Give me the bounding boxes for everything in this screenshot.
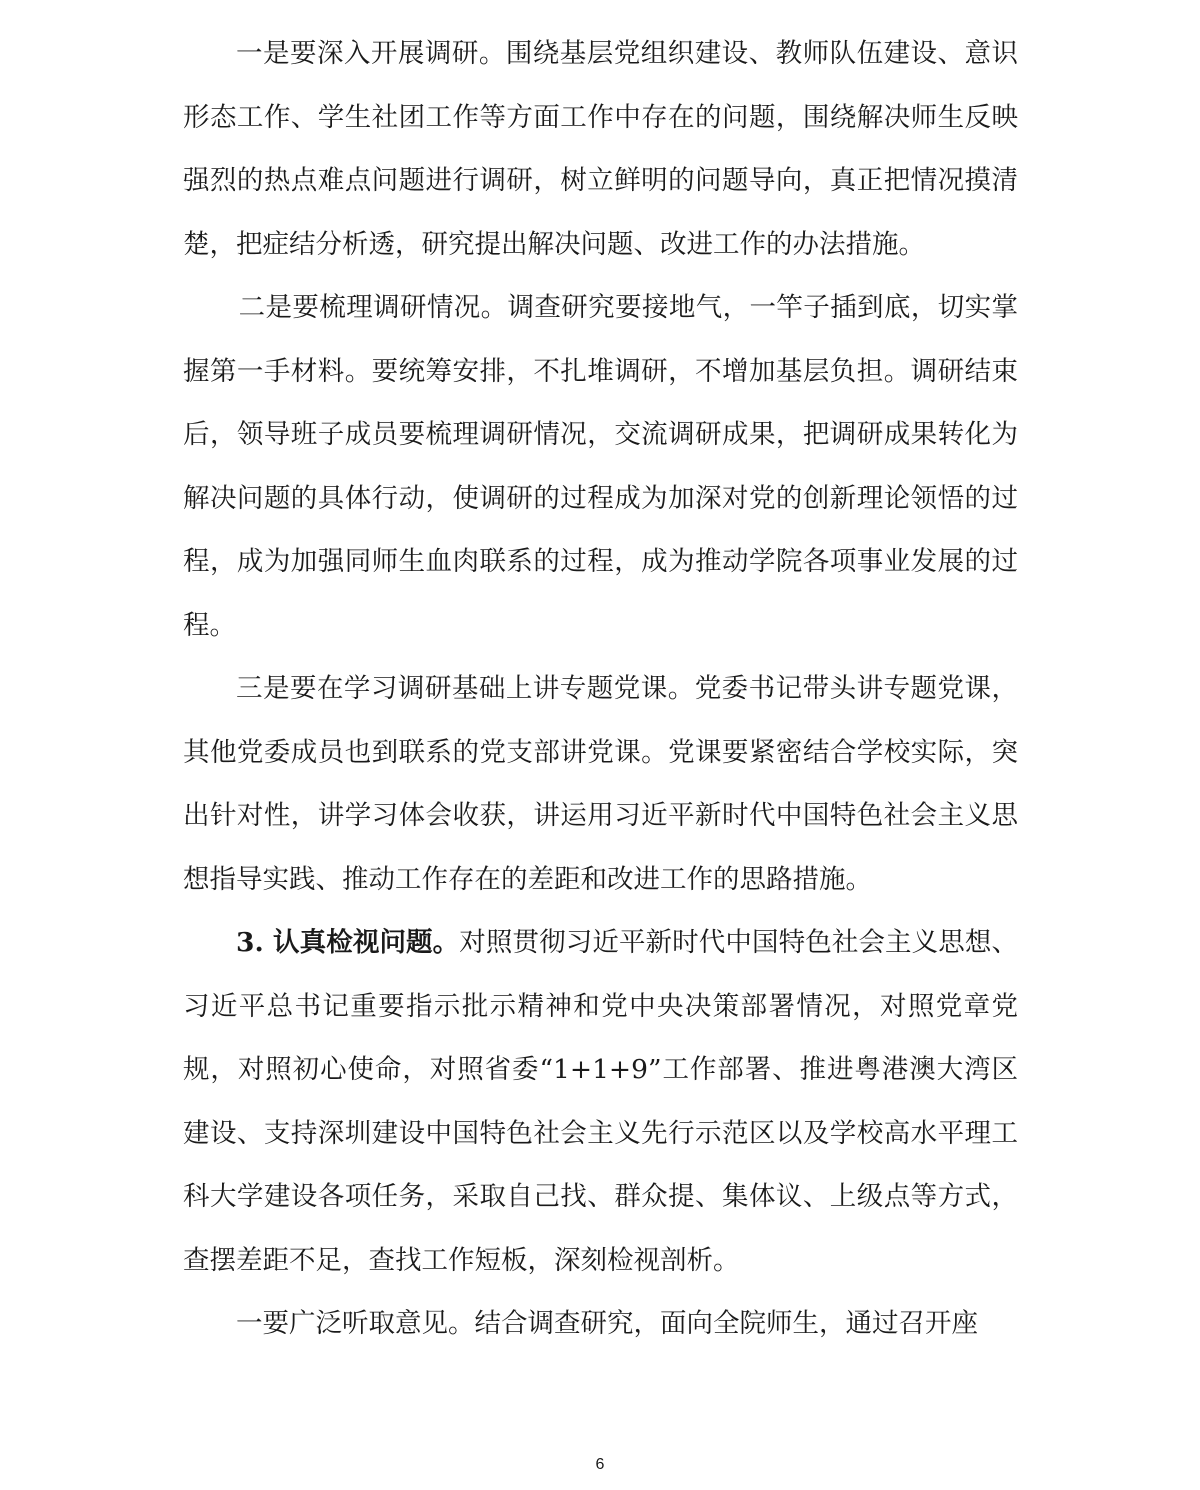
paragraph-text: 一要广泛听取意见。结合调查研究，面向全院师生，通过召开座 (236, 1308, 978, 1339)
paragraph-text: 一是要深入开展调研。围绕基层党组织建设、教师队伍建设、意识形态工作、学生社团工作等方面工作中存在的问题，围绕解决师生反映强烈的热点难点问题进行调研，树立鲜明的问题导向，真正把情况摸清楚，把症结分析透，研究提出解决问题、改进工作的办法措施。 (183, 38, 1018, 260)
paragraph-in-depth-research (183, 22, 1018, 276)
page-number: 6 (595, 1456, 605, 1473)
paragraph-listen-opinions (183, 1292, 1018, 1356)
body-text (183, 22, 1018, 1356)
paragraph-inspect-problems (183, 911, 1018, 1292)
paragraph-party-lecture (183, 657, 1018, 911)
paragraph-text: 三是要在学习调研基础上讲专题党课。党委书记带头讲专题党课，其他党委成员也到联系的党支部讲党课。党课要紧密结合学校实际，突出针对性，讲学习体会收获，讲运用习近平新时代中国特色社会主义思想指导实践、推动工作存在的差距和改进工作的思路措施。 (183, 673, 1018, 895)
paragraph-text: 对照贯彻习近平新时代中国特色社会主义思想、习近平总书记重要指示批示精神和党中央决策部署情况，对照党章党规，对照初心使命，对照省委“1+1+9”工作部署、推进粤港澳大湾区建设、支持深圳建设中国特色社会主义先行示范区以及学校高水平理工科大学建设各项任务，采取自己找、群众提、集体议、上级点等方式，查摆差距不足，查找工作短板，深刻检视剖析。 (183, 927, 1019, 1276)
paragraph-text: 二是要梳理调研情况。调查研究要接地气，一竿子插到底，切实掌握第一手材料。要统筹安排，不扎堆调研，不增加基层负担。调研结束后，领导班子成员要梳理调研情况，交流调研成果，把调研成果转化为解决问题的具体行动，使调研的过程成为加深对党的创新理论领悟的过程，成为加强同师生血肉联系的过程，成为推动学院各项事业发展的过程。 (183, 292, 1018, 641)
paragraph-sort-research (183, 276, 1018, 657)
section-lead-heading: 3. 认真检视问题。 (236, 927, 460, 958)
